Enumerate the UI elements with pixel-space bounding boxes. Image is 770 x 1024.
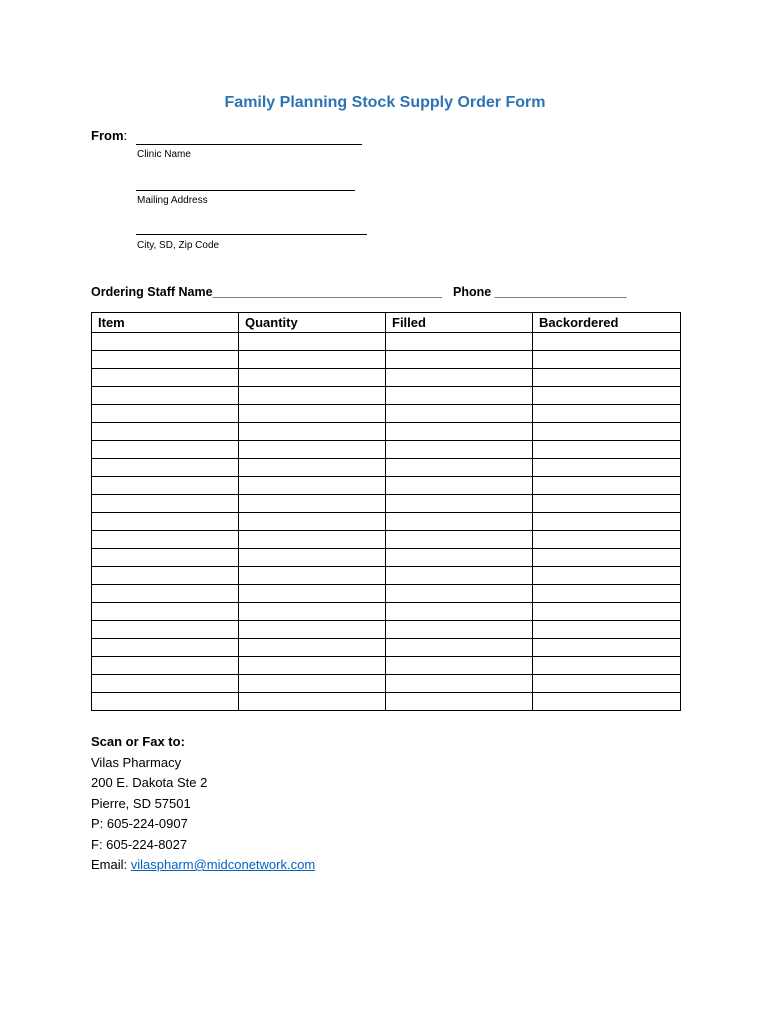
table-row	[92, 423, 681, 441]
table-row	[92, 351, 681, 369]
cell-filled[interactable]	[386, 585, 533, 603]
pharmacy-city: Pierre, SD 57501	[91, 795, 191, 811]
cell-filled[interactable]	[386, 657, 533, 675]
mailing-address-field[interactable]	[136, 190, 355, 191]
cell-quantity[interactable]	[239, 621, 386, 639]
cell-quantity[interactable]	[239, 585, 386, 603]
cell-backordered[interactable]	[533, 639, 681, 657]
cell-item[interactable]	[92, 567, 239, 585]
pharmacy-phone: P: 605-224-0907	[91, 816, 188, 831]
contact-heading: Scan or Fax to:	[91, 734, 185, 749]
from-colon: :	[123, 128, 128, 143]
table-row	[92, 333, 681, 351]
order-table	[91, 312, 681, 711]
cell-backordered[interactable]	[533, 531, 681, 549]
phone-field[interactable]: Phone ___________________	[453, 285, 627, 299]
cell-backordered[interactable]	[533, 549, 681, 567]
table-row	[92, 567, 681, 585]
cell-quantity[interactable]	[239, 387, 386, 405]
cell-backordered[interactable]	[533, 423, 681, 441]
cell-filled[interactable]	[386, 675, 533, 693]
table-row	[92, 585, 681, 603]
cell-quantity[interactable]	[239, 657, 386, 675]
from-label	[91, 128, 127, 143]
cell-item[interactable]	[92, 423, 239, 441]
cell-backordered[interactable]	[533, 603, 681, 621]
header-quantity: Quantity	[239, 313, 386, 333]
table-row	[92, 657, 681, 675]
cell-filled[interactable]	[386, 387, 533, 405]
cell-item[interactable]	[92, 657, 239, 675]
cell-filled[interactable]	[386, 441, 533, 459]
city-zip-label: City, SD, Zip Code	[137, 240, 220, 251]
cell-backordered[interactable]	[533, 441, 681, 459]
pharmacy-name: Vilas Pharmacy	[91, 754, 182, 770]
cell-quantity[interactable]	[239, 639, 386, 657]
clinic-name-field[interactable]	[136, 144, 362, 145]
table-row	[92, 459, 681, 477]
table-row	[92, 495, 681, 513]
cell-item[interactable]	[92, 693, 239, 711]
from-label-text: From	[91, 128, 124, 143]
cell-quantity[interactable]	[239, 459, 386, 477]
table-row	[92, 441, 681, 459]
cell-backordered[interactable]	[533, 495, 681, 513]
cell-filled[interactable]	[386, 603, 533, 621]
cell-quantity[interactable]	[239, 675, 386, 693]
cell-backordered[interactable]	[533, 351, 681, 369]
cell-quantity[interactable]	[239, 693, 386, 711]
table-row	[92, 513, 681, 531]
header-backordered: Backordered	[533, 313, 681, 333]
cell-quantity[interactable]	[239, 441, 386, 459]
cell-backordered[interactable]	[533, 459, 681, 477]
pharmacy-fax: F: 605-224-8027	[91, 836, 188, 852]
cell-quantity[interactable]	[239, 549, 386, 567]
cell-backordered[interactable]	[533, 369, 681, 387]
header-item: Item	[92, 313, 239, 333]
cell-filled[interactable]	[386, 567, 533, 585]
cell-item[interactable]	[92, 369, 239, 387]
table-row	[92, 693, 681, 711]
table-row	[92, 477, 681, 495]
cell-quantity[interactable]	[239, 567, 386, 585]
cell-backordered[interactable]	[533, 657, 681, 675]
cell-backordered[interactable]	[533, 585, 681, 603]
ordering-staff-field[interactable]: Ordering Staff Name_________________________________	[91, 285, 442, 299]
cell-quantity[interactable]	[239, 495, 386, 513]
cell-quantity[interactable]	[239, 603, 386, 621]
cell-item[interactable]	[92, 351, 239, 369]
cell-filled[interactable]	[386, 459, 533, 477]
cell-quantity[interactable]	[239, 333, 386, 351]
table-row	[92, 603, 681, 621]
form-title: Family Planning Stock Supply Order Form	[224, 94, 546, 111]
cell-item[interactable]	[92, 333, 239, 351]
cell-filled[interactable]	[386, 423, 533, 441]
email-line	[91, 855, 315, 876]
cell-backordered[interactable]	[533, 675, 681, 693]
contact-block	[91, 732, 315, 876]
cell-item[interactable]	[92, 387, 239, 405]
mailing-address-label: Mailing Address	[137, 195, 208, 206]
cell-item[interactable]	[92, 459, 239, 477]
cell-quantity[interactable]	[239, 423, 386, 441]
cell-backordered[interactable]	[533, 405, 681, 423]
clinic-name-label: Clinic Name	[137, 149, 191, 160]
cell-quantity[interactable]	[239, 351, 386, 369]
cell-item[interactable]	[92, 603, 239, 621]
cell-item[interactable]	[92, 495, 239, 513]
cell-quantity[interactable]	[239, 369, 386, 387]
cell-quantity[interactable]	[239, 405, 386, 423]
cell-filled[interactable]	[386, 351, 533, 369]
table-row	[92, 387, 681, 405]
cell-filled[interactable]	[386, 477, 533, 495]
city-zip-field[interactable]	[136, 234, 367, 235]
cell-quantity[interactable]	[239, 513, 386, 531]
table-row	[92, 621, 681, 639]
cell-item[interactable]	[92, 531, 239, 549]
cell-filled[interactable]	[386, 531, 533, 549]
table-row	[92, 639, 681, 657]
cell-backordered[interactable]	[533, 693, 681, 711]
cell-quantity[interactable]	[239, 531, 386, 549]
cell-filled[interactable]	[386, 621, 533, 639]
cell-backordered[interactable]	[533, 513, 681, 531]
cell-item[interactable]	[92, 621, 239, 639]
cell-item[interactable]	[92, 639, 239, 657]
cell-item[interactable]	[92, 585, 239, 603]
cell-backordered[interactable]	[533, 387, 681, 405]
cell-quantity[interactable]	[239, 477, 386, 495]
cell-item[interactable]	[92, 513, 239, 531]
cell-backordered[interactable]	[533, 567, 681, 585]
cell-filled[interactable]	[386, 369, 533, 387]
table-row	[92, 405, 681, 423]
cell-filled[interactable]	[386, 639, 533, 657]
cell-item[interactable]	[92, 477, 239, 495]
pharmacy-street: 200 E. Dakota Ste 2	[91, 775, 208, 790]
table-row	[92, 549, 681, 567]
cell-item[interactable]	[92, 675, 239, 693]
cell-item[interactable]	[92, 549, 239, 567]
order-table-body	[92, 333, 681, 711]
table-row	[92, 369, 681, 387]
email-link[interactable]: vilaspharm@midconetwork.com	[130, 857, 316, 872]
header-filled: Filled	[386, 313, 533, 333]
cell-filled[interactable]	[386, 405, 533, 423]
cell-backordered[interactable]	[533, 333, 681, 351]
table-row	[92, 675, 681, 693]
cell-filled[interactable]	[386, 549, 533, 567]
cell-filled[interactable]	[386, 333, 533, 351]
cell-backordered[interactable]	[533, 621, 681, 639]
email-prefix: Email:	[91, 857, 131, 872]
cell-item[interactable]	[92, 441, 239, 459]
cell-filled[interactable]	[386, 693, 533, 711]
table-header-row	[92, 313, 681, 333]
cell-filled[interactable]	[386, 495, 533, 513]
table-row	[92, 531, 681, 549]
cell-filled[interactable]	[386, 513, 533, 531]
cell-item[interactable]	[92, 405, 239, 423]
cell-backordered[interactable]	[533, 477, 681, 495]
